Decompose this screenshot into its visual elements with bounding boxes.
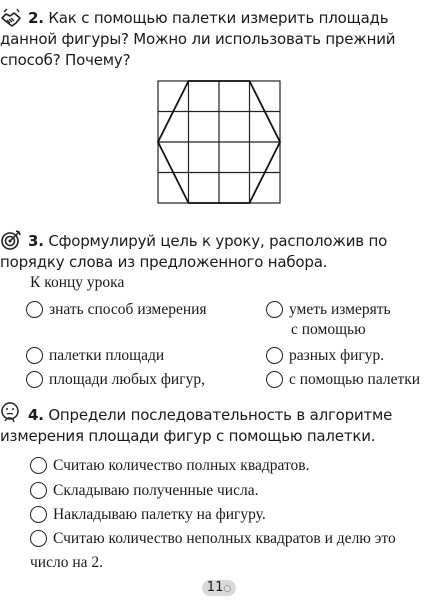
task-4-option-4[interactable] — [30, 529, 396, 549]
answer-circle[interactable] — [30, 506, 47, 523]
option-text: уметь измерять с помощью — [289, 301, 391, 338]
task-4-text: Определи последовательность в алгоритме измерения площади фигур с помощью палетки. — [0, 406, 393, 445]
option-text: Складываю полученные числа. — [53, 482, 259, 499]
task-2-head — [0, 8, 438, 71]
option-text: разных фигур. — [289, 347, 385, 364]
task-3-option-6[interactable] — [266, 370, 420, 390]
option-text: палетки площади — [49, 347, 165, 364]
task-3-text: Сформулируй цель к уроку, расположив по порядку слова из предложенного набора. — [0, 232, 388, 271]
task-4-number: 4. — [28, 406, 44, 424]
task-3-head — [0, 231, 438, 273]
task-4 — [0, 405, 438, 447]
task-4-option-1[interactable] — [30, 456, 309, 476]
target-icon — [0, 229, 22, 251]
page-number: 11○ — [202, 580, 236, 596]
task-4-head — [0, 405, 438, 447]
option-text: Считаю количество неполных квадратов и делю это — [53, 530, 396, 547]
answer-circle[interactable] — [26, 301, 43, 318]
answer-circle[interactable] — [266, 347, 283, 364]
page-dot-icon: ○ — [223, 584, 232, 594]
task-3-number: 3. — [28, 232, 44, 250]
handshake-icon — [0, 8, 22, 30]
answer-circle[interactable] — [30, 457, 47, 474]
task-3-option-5[interactable] — [26, 370, 205, 390]
task-2-text: Как с помощью палетки измерить площадь данной фигуры? Можно ли использовать прежний способ? Почему? — [0, 9, 396, 69]
task-3-option-3[interactable] — [26, 346, 164, 366]
task-3-option-4[interactable] — [266, 346, 384, 366]
task-4-option-3[interactable] — [30, 505, 266, 525]
answer-circle[interactable] — [30, 530, 47, 547]
option-text: Накладываю палетку на фигуру. — [53, 506, 266, 523]
answer-circle[interactable] — [26, 347, 43, 364]
task-3 — [0, 231, 438, 273]
option-text: знать способ измерения — [49, 301, 207, 318]
palette-grid — [158, 81, 280, 203]
task-3-lead: К концу урока — [30, 274, 125, 291]
answer-circle[interactable] — [266, 301, 283, 318]
answer-circle[interactable] — [26, 371, 43, 388]
option-text: с помощью палетки — [289, 371, 421, 388]
task-3-option-2[interactable] — [266, 300, 391, 340]
answer-circle[interactable] — [266, 371, 283, 388]
task-4-option-2[interactable] — [30, 481, 258, 501]
task-4-option-4-continued: число на 2. — [30, 554, 104, 571]
option-text: Считаю количество полных квадратов. — [53, 457, 310, 474]
thinking-face-icon — [0, 401, 22, 423]
option-text: площади любых фигур, — [49, 371, 205, 388]
answer-circle[interactable] — [30, 482, 47, 499]
task-3-option-1[interactable] — [26, 300, 207, 320]
task-2 — [0, 8, 438, 71]
palette-grid-figure — [157, 80, 281, 205]
task-2-number: 2. — [28, 9, 44, 27]
